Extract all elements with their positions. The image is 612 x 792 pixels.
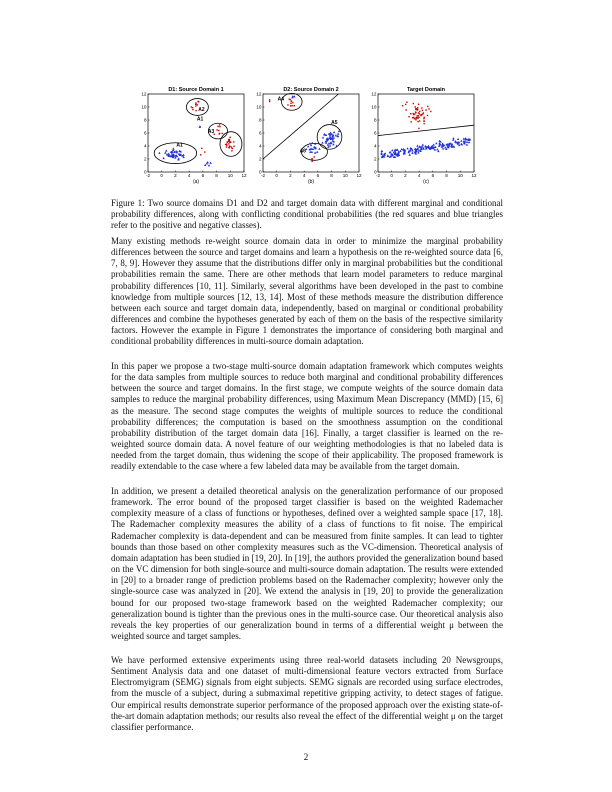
positive-sample-square xyxy=(292,102,293,103)
positive-sample-square xyxy=(290,103,291,104)
positive-sample-square xyxy=(228,139,229,140)
x-tick-label: -2 xyxy=(375,173,381,178)
negative-sample-triangle xyxy=(380,152,382,154)
positive-sample-square xyxy=(198,101,199,102)
positive-sample-square xyxy=(418,104,419,105)
negative-sample-triangle xyxy=(337,135,339,137)
positive-sample-square xyxy=(232,148,233,149)
positive-sample-square xyxy=(197,104,198,105)
scatter-panel-target-domain xyxy=(366,84,478,188)
negative-sample-triangle xyxy=(460,140,462,142)
body-paragraph-2: In this paper we propose a two-stage multi-source domain adaptation framework which computes weights for the data samples from multiple sources to reduce both marginal and conditional probability differences between the source and target domains. In the first stage, we compute weights of the source domain data samples to reduce the marginal probability differences, using Maximum Mean Discrepancy (MMD) [15, 6] as the measure. The second stage computes the weights of multiple sources to reduce the conditional probability differences; the computation is based on the smoothness assumption on the conditional probability distribution of the target domain data [16]. Finally, a target classifier is learned on the re-weighted source domain data. A novel feature of our weighting methodologies is that no labeled data is needed from the target domain, thus widening the scope of their applicability. The proposed framework is readily extendable to the case where a few labeled data may be available from the target domain. xyxy=(111,361,503,472)
x-tick-label: 12 xyxy=(241,173,247,178)
positive-sample-square xyxy=(287,104,288,105)
positive-sample-square xyxy=(419,111,420,112)
x-tick-label: 6 xyxy=(201,173,205,178)
positive-sample-square xyxy=(413,117,414,118)
y-tick-label: 8 xyxy=(258,117,262,123)
negative-sample-triangle xyxy=(165,149,167,151)
x-tick-label: 12 xyxy=(471,173,477,178)
positive-sample-square xyxy=(195,105,196,106)
positive-sample-square xyxy=(225,144,226,145)
x-tick-label: 0 xyxy=(160,173,163,178)
positive-sample-square xyxy=(402,105,403,106)
negative-sample-triangle xyxy=(332,143,334,145)
panel-title: Target Domain xyxy=(406,87,446,93)
negative-sample-triangle xyxy=(335,134,337,136)
negative-sample-triangle xyxy=(168,152,170,154)
negative-sample-triangle xyxy=(391,149,393,151)
positive-sample-square xyxy=(226,146,227,147)
y-tick-label: 0 xyxy=(258,169,262,175)
positive-sample-square xyxy=(414,113,415,114)
negative-sample-triangle xyxy=(316,151,318,153)
positive-sample-square xyxy=(412,117,413,118)
positive-sample-square xyxy=(227,142,228,143)
y-tick-label: 12 xyxy=(256,91,262,97)
positive-sample-square xyxy=(314,156,315,157)
negative-sample-triangle xyxy=(206,161,208,163)
positive-sample-square xyxy=(228,143,229,144)
positive-sample-square xyxy=(222,133,223,134)
positive-sample-square xyxy=(229,147,230,148)
negative-sample-triangle xyxy=(311,142,313,144)
positive-sample-square xyxy=(416,117,417,118)
x-tick-label: -2 xyxy=(260,173,266,178)
negative-sample-triangle xyxy=(172,147,174,149)
positive-sample-square xyxy=(415,106,416,107)
positive-sample-square xyxy=(191,106,192,107)
negative-sample-triangle xyxy=(463,138,465,140)
negative-sample-triangle xyxy=(408,154,410,156)
negative-sample-triangle xyxy=(311,151,313,153)
positive-sample-square xyxy=(217,126,218,127)
y-tick-label: 6 xyxy=(258,130,262,136)
panel-title: D1: Source Domain 1 xyxy=(168,87,224,93)
page-number: 2 xyxy=(303,752,309,762)
positive-sample-square xyxy=(233,146,234,147)
negative-sample-triangle xyxy=(322,136,324,138)
negative-sample-triangle xyxy=(468,141,470,143)
negative-sample-triangle xyxy=(436,148,438,150)
positive-sample-square xyxy=(423,118,424,119)
y-tick-label: 10 xyxy=(141,104,147,110)
positive-sample-square xyxy=(311,161,312,162)
scatter-panel-source-domain-1 xyxy=(136,84,248,188)
positive-sample-square xyxy=(219,124,220,125)
negative-sample-triangle xyxy=(411,152,413,154)
x-tick-label: 2 xyxy=(289,173,292,178)
plot-frame xyxy=(378,94,474,172)
positive-sample-square xyxy=(405,104,406,105)
negative-sample-triangle xyxy=(337,133,339,135)
y-tick-label: 4 xyxy=(258,143,262,149)
positive-sample-square xyxy=(414,118,415,119)
y-tick-label: 10 xyxy=(256,104,262,110)
negative-sample-triangle xyxy=(417,151,419,153)
negative-sample-triangle xyxy=(158,152,160,154)
negative-sample-triangle xyxy=(182,154,184,156)
y-tick-label: 4 xyxy=(373,143,377,149)
negative-sample-triangle xyxy=(310,147,312,149)
positive-sample-square xyxy=(406,102,407,103)
y-tick-label: 12 xyxy=(141,91,147,97)
negative-sample-triangle xyxy=(321,141,323,143)
positive-sample-square xyxy=(290,105,291,106)
negative-sample-triangle xyxy=(444,146,446,148)
positive-sample-square xyxy=(418,117,419,118)
y-tick-label: 12 xyxy=(371,91,377,97)
x-tick-label: 0 xyxy=(390,173,393,178)
negative-sample-triangle xyxy=(432,143,434,145)
positive-sample-square xyxy=(420,114,421,115)
negative-sample-triangle xyxy=(314,151,316,153)
positive-sample-square xyxy=(423,117,424,118)
positive-sample-square xyxy=(192,109,193,110)
positive-sample-square xyxy=(195,102,196,103)
positive-sample-square xyxy=(231,146,232,147)
positive-sample-square xyxy=(418,112,419,113)
panel-title: D2: Source Domain 2 xyxy=(283,87,339,93)
positive-sample-square xyxy=(422,110,423,111)
positive-sample-square xyxy=(421,107,422,108)
x-tick-label: 0 xyxy=(275,173,278,178)
positive-sample-square xyxy=(415,112,416,113)
negative-sample-triangle xyxy=(457,138,459,140)
positive-sample-square xyxy=(204,151,205,152)
negative-sample-triangle xyxy=(312,148,314,150)
region-label: A4 xyxy=(277,96,285,103)
y-tick-label: 0 xyxy=(143,169,147,175)
x-tick-label: 10 xyxy=(342,173,348,178)
region-label: A5 xyxy=(331,119,338,126)
x-tick-label: 10 xyxy=(457,173,463,178)
negative-sample-triangle xyxy=(441,142,443,144)
positive-sample-square xyxy=(195,104,196,105)
positive-sample-square xyxy=(427,115,428,116)
y-tick-label: 2 xyxy=(258,156,262,162)
negative-sample-triangle xyxy=(333,131,335,133)
panel-sublabel: (b) xyxy=(307,179,315,185)
positive-sample-square xyxy=(419,120,420,121)
x-tick-label: 4 xyxy=(417,173,421,178)
positive-sample-square xyxy=(311,159,312,160)
body-paragraph-1: Many existing methods re-weight source domain data in order to minimize the marginal probability differences between the source and target domains and learn a hypothesis on the re-weighted source data [6, 7, 8, 9]. However they assume that the distributions differ only in marginal probabilities but the conditional probabilities remain the same. There are other methods that learn model parameters to reduce marginal probability differences [10, 11]. Similarly, several algorithms have been developed in the past to combine knowledge from multiple sources [12, 13, 14]. Most of these methods measure the distribution difference between each source and target domain data, independently, based on marginal or conditional probability differences and combine the hypotheses generated by each of them on the basis of the respective similarity factors. However the example in Figure 1 demonstrates the importance of considering both marginal and conditional probability differences in multi-source domain adaptation. xyxy=(111,236,503,347)
positive-sample-square xyxy=(422,113,423,114)
negative-sample-triangle xyxy=(329,132,331,134)
scatter-plot-svg xyxy=(136,84,248,188)
x-tick-label: 4 xyxy=(302,173,306,178)
positive-sample-square xyxy=(218,130,219,131)
x-tick-label: 12 xyxy=(356,173,362,178)
x-tick-label: 4 xyxy=(187,173,191,178)
negative-sample-triangle xyxy=(416,145,418,147)
positive-sample-square xyxy=(417,107,418,108)
negative-sample-triangle xyxy=(199,125,201,127)
positive-sample-square xyxy=(423,120,424,121)
body-paragraph-3: In addition, we present a detailed theoretical analysis on the generalization performance of our proposed framework. The error bound of the proposed target classifier is based on the weighted Rademacher complexity measure of a class of functions or hypotheses, defined over a weighted sample space [17, 18]. The Rademacher complexity measures the ability of a class of functions to fit noise. The empirical Rademacher complexity is data-dependent and can be measured from finite samples. It can lead to tighter bounds than those based on other complexity measures such as the VC-dimension. Theoretical analysis of domain adaptation has been studied in [19, 20]. In [19], the authors provided the generalization bound based on the VC dimension for both single-source and multi-source domain adaptation. The results were extended in [20] to a broader range of prediction problems based on the Rademacher complexity; however only the single-source case was analyzed in [20]. We extend the analysis in [19, 20] to provide the generalization bound for our proposed two-stage framework based on the weighted Rademacher complexity; our generalization bound is tighter than the previous ones in the multi-source case. Our theoretical analysis also reveals the key properties of our generalization bound in terms of a differential weight μ between the weighted source and target samples. xyxy=(111,486,503,642)
x-tick-label: 6 xyxy=(431,173,435,178)
x-tick-label: 2 xyxy=(404,173,407,178)
positive-sample-square xyxy=(408,116,409,117)
panel-sublabel: (c) xyxy=(423,179,429,185)
y-tick-label: 4 xyxy=(143,143,147,149)
x-tick-label: 6 xyxy=(316,173,320,178)
y-tick-label: 8 xyxy=(373,117,377,123)
negative-sample-triangle xyxy=(174,150,176,152)
negative-sample-triangle xyxy=(209,162,211,164)
x-tick-label: 8 xyxy=(330,173,333,178)
positive-sample-square xyxy=(229,142,230,143)
scatter-plot-svg xyxy=(366,84,478,188)
x-tick-label: 2 xyxy=(174,173,177,178)
positive-sample-square xyxy=(226,145,227,146)
positive-sample-square xyxy=(216,129,217,130)
positive-sample-square xyxy=(233,141,234,142)
positive-sample-square xyxy=(410,113,411,114)
x-tick-label: 8 xyxy=(445,173,448,178)
decision-boundary xyxy=(378,125,474,135)
negative-sample-triangle xyxy=(162,157,164,159)
negative-sample-triangle xyxy=(313,146,315,148)
positive-sample-square xyxy=(231,150,232,151)
region-label: A1 xyxy=(176,142,183,149)
negative-sample-triangle xyxy=(329,144,331,146)
negative-sample-triangle xyxy=(164,151,166,153)
scatter-panel-source-domain-2 xyxy=(251,84,363,188)
panel-sublabel: (a) xyxy=(192,179,200,185)
negative-sample-triangle xyxy=(466,141,468,143)
positive-sample-square xyxy=(219,126,220,127)
positive-sample-square xyxy=(219,133,220,134)
x-tick-label: -2 xyxy=(145,173,151,178)
y-tick-label: 2 xyxy=(373,156,377,162)
x-tick-label: 8 xyxy=(215,173,218,178)
positive-sample-square xyxy=(290,100,291,101)
negative-sample-triangle xyxy=(422,144,424,146)
positive-sample-square xyxy=(415,119,416,120)
figure-1 xyxy=(136,84,476,188)
negative-sample-triangle xyxy=(208,164,210,166)
region-label: A3 xyxy=(207,129,215,135)
positive-sample-square xyxy=(427,106,428,107)
positive-sample-square xyxy=(417,121,418,122)
negative-sample-triangle xyxy=(466,143,468,145)
positive-sample-square xyxy=(229,137,230,138)
y-tick-label: 2 xyxy=(143,156,147,162)
positive-sample-square xyxy=(413,103,414,104)
negative-sample-triangle xyxy=(402,148,404,150)
positive-sample-square xyxy=(423,123,424,124)
positive-sample-square xyxy=(410,121,411,122)
positive-sample-square xyxy=(415,108,416,109)
positive-sample-square xyxy=(195,110,196,111)
region-label: A6 xyxy=(299,148,306,155)
negative-sample-triangle xyxy=(452,137,454,139)
positive-sample-square xyxy=(418,128,419,129)
positive-sample-square xyxy=(417,109,418,110)
scatter-plot-svg xyxy=(251,84,363,188)
positive-sample-square xyxy=(289,98,290,99)
positive-sample-square xyxy=(294,105,295,106)
figure-caption: Figure 1: Two source domains D1 and D2 and target domain data with different marginal and conditional probability differences, along with conflicting conditional probabilities (the red squares and blue triangles refer to the positive and negative classes). xyxy=(111,198,503,230)
negative-sample-triangle xyxy=(335,144,337,146)
y-tick-label: 0 xyxy=(373,169,377,175)
y-tick-label: 8 xyxy=(143,117,147,123)
region-label: A1 xyxy=(196,116,204,123)
negative-sample-triangle xyxy=(318,148,320,150)
x-tick-label: 10 xyxy=(227,173,233,178)
positive-sample-square xyxy=(405,109,406,110)
body-paragraph-4: We have performed extensive experiments using three real-world datasets including 20 Newsgroups, Sentiment Analysis data and one dataset of multi-dimensional feature vectors extracted from Surface Electromyigram (SEMG) signals from eight subjects. SEMG signals are recorded using surface electrodes, from the muscle of a subject, during a submaximal repetitive gripping activity, to detect stages of fatigue. Our empirical results demonstrate superior performance of the proposed approach over the existing state-of-the-art domain adaptation methods; our results also reveal the effect of the differential weight μ on the target classifier performance. xyxy=(111,655,503,732)
positive-sample-square xyxy=(428,108,429,109)
positive-sample-square xyxy=(430,111,431,112)
positive-sample-square xyxy=(291,105,292,106)
positive-sample-square xyxy=(200,154,201,155)
positive-sample-square xyxy=(416,115,417,116)
region-label: A2 xyxy=(198,106,205,113)
cluster-ellipse xyxy=(220,132,242,157)
positive-sample-square xyxy=(229,145,230,146)
y-tick-label: 10 xyxy=(371,104,377,110)
negative-sample-triangle xyxy=(434,146,436,148)
y-tick-label: 6 xyxy=(143,130,147,136)
y-tick-label: 6 xyxy=(373,130,377,136)
negative-sample-triangle xyxy=(406,147,408,149)
positive-sample-square xyxy=(412,113,413,114)
positive-sample-square xyxy=(425,109,426,110)
negative-sample-triangle xyxy=(435,142,437,144)
positive-sample-square xyxy=(269,101,270,102)
positive-sample-square xyxy=(201,148,202,149)
positive-sample-square xyxy=(269,99,270,100)
negative-sample-triangle xyxy=(307,145,309,147)
